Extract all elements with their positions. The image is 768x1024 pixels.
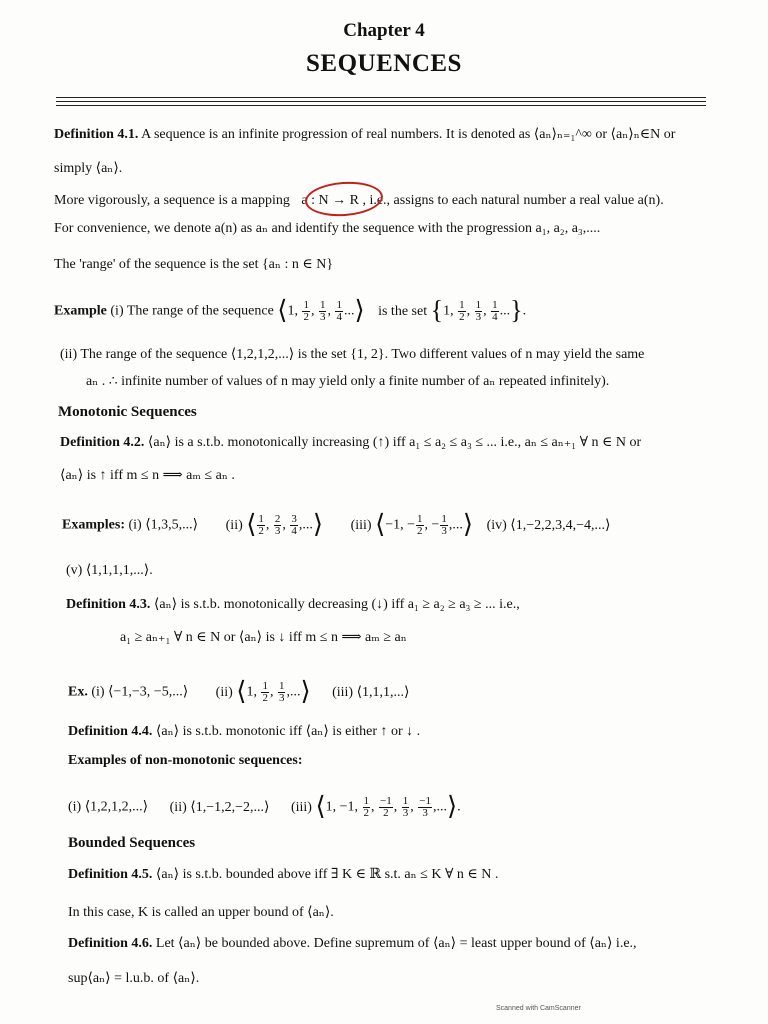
examples-decreasing: Ex. (i) ⟨−1,−3, −5,...⟩ (ii) ⟨1, $\frac{1}{2}$ , $\frac{1}{3}$ ,...⟩ (iii) ⟨1,1,1,...⟩	[68, 676, 410, 706]
mapping-expression: a : N → R	[301, 193, 359, 208]
mapping-lead: More vigorously, a sequence is a mapping	[54, 193, 290, 208]
definition-4-6-cont: sup⟨aₙ⟩ = l.u.b. of ⟨aₙ⟩.	[68, 971, 200, 986]
example-range-i: Example (i) The range of the sequence ⟨1, $\frac{1}{2}$ , $\frac{1}{3}$ , $\frac{1}{4}$ ...⟩ is the set {1, $\frac{1}{2}$ , $\frac{1}{3}$ , $\frac{1}{4}$ ...}.	[54, 295, 527, 325]
definition-4-1-cont: simply ⟨aₙ⟩.	[54, 161, 123, 176]
example-lead: (i) The range of the sequence	[110, 303, 274, 319]
example-iv: (iv) ⟨1,−2,2,3,4,−4,...⟩	[486, 517, 611, 533]
examples-label: Examples:	[62, 517, 125, 533]
example-v: (v) ⟨1,1,1,1,...⟩.	[66, 563, 153, 578]
example-mid: is the set	[378, 303, 428, 319]
definition-label: Definition 4.5.	[68, 867, 153, 882]
definition-label: Definition 4.2.	[60, 435, 145, 450]
section-heading-monotonic: Monotonic Sequences	[58, 404, 197, 420]
definition-label: Definition 4.3.	[66, 597, 151, 612]
chapter-title: SEQUENCES	[306, 50, 462, 77]
convenience-sentence: For convenience, we denote a(n) as aₙ and identify the sequence with the progression a₁, a₂, a₃,....	[54, 221, 601, 236]
scanner-watermark: Scanned with CamScanner	[496, 1005, 581, 1012]
examples-increasing: Examples: (i) ⟨1,3,5,...⟩ (ii) ⟨ $\frac{1}{2}$ , $\frac{2}{3}$ , $\frac{3}{4}$ ,...⟩ (iii) ⟨−1, − $\frac{1}{2}$ , − $\frac{1}{3}$ ,...⟩ (iv) ⟨1,−2,2,3,4,−4,...⟩	[62, 509, 611, 539]
example-ii-label: (ii)	[225, 517, 243, 533]
definition-4-2	[60, 434, 641, 451]
definition-4-5	[68, 866, 498, 883]
non-monotonic-heading: Examples of non-monotonic sequences:	[68, 753, 303, 768]
example-i: (i) ⟨1,3,5,...⟩	[128, 517, 199, 533]
examples-non-monotonic: (i) ⟨1,2,1,2,...⟩ (ii) ⟨1,−1,2,−2,...⟩ (iii) ⟨1, −1, $\frac{1}{2}$ , $\frac{-1}{2}$ , $\frac{1}{3}$ , $\frac{-1}{3}$ ,...⟩.	[68, 791, 461, 821]
red-ink-circle-annotation	[304, 179, 384, 218]
definition-4-4	[68, 723, 420, 740]
definition-text: ⟨aₙ⟩ is a s.t.b. monotonically increasing (↑) iff a₁ ≤ a₂ ≤ a₃ ≤ ... i.e., aₙ ≤ aₙ₊₁ ∀ n ∈ N or	[147, 435, 642, 450]
section-heading-bounded: Bounded Sequences	[68, 835, 196, 851]
definition-label: Definition 4.6.	[68, 936, 153, 951]
definition-4-6	[68, 935, 637, 952]
mapping-tail: , i.e., assigns to each natural number a real value a(n).	[362, 193, 664, 208]
example-range-ii: (ii) The range of the sequence ⟨1,2,1,2,...⟩ is the set {1, 2}. Two different values of n may yield the same	[60, 347, 645, 362]
definition-label: Definition 4.1.	[54, 127, 139, 142]
example-i: (i) ⟨1,2,1,2,...⟩	[68, 799, 149, 815]
definition-4-3	[66, 596, 520, 613]
example-ii-label: (ii)	[215, 684, 233, 700]
example-iii-label: (iii)	[350, 517, 372, 533]
definition-label: Definition 4.4.	[68, 724, 153, 739]
definition-4-2-cont: ⟨aₙ⟩ is ↑ iff m ≤ n ⟹ aₘ ≤ aₙ .	[60, 468, 235, 483]
range-definition: The 'range' of the sequence is the set {aₙ : n ∈ N}	[54, 257, 334, 272]
definition-4-3-cont: a₁ ≥ aₙ₊₁ ∀ n ∈ N or ⟨aₙ⟩ is ↓ iff m ≤ n ⟹ aₘ ≥ aₙ	[120, 630, 407, 645]
divider-line	[56, 97, 706, 98]
example-i: (i) ⟨−1,−3, −5,...⟩	[91, 684, 189, 700]
definition-text: Let ⟨aₙ⟩ be bounded above. Define supremum of ⟨aₙ⟩ = least upper bound of ⟨aₙ⟩ i.e.,	[155, 936, 637, 951]
example-ii: (ii) ⟨1,−1,2,−2,...⟩	[169, 799, 270, 815]
example-iii: (iii) ⟨1,1,1,...⟩	[332, 684, 410, 700]
upper-bound-sentence: In this case, K is called an upper bound of ⟨aₙ⟩.	[68, 905, 334, 920]
chapter-number: Chapter 4	[343, 20, 425, 41]
definition-text: A sequence is an infinite progression of real numbers. It is denoted as ⟨aₙ⟩ₙ₌₁^∞ or ⟨aₙ⟩ₙ∈N or	[141, 127, 676, 142]
divider-line	[56, 105, 706, 106]
definition-text: ⟨aₙ⟩ is s.t.b. bounded above iff ∃ K ∈ ℝ s.t. aₙ ≤ K ∀ n ∈ N .	[155, 867, 499, 882]
divider-line	[56, 101, 706, 102]
example-iii-label: (iii)	[290, 799, 312, 815]
definition-text: ⟨aₙ⟩ is s.t.b. monotonic iff ⟨aₙ⟩ is either ↑ or ↓ .	[155, 724, 421, 739]
definition-text: ⟨aₙ⟩ is s.t.b. monotonically decreasing (↓) iff a₁ ≥ a₂ ≥ a₃ ≥ ... i.e.,	[153, 597, 520, 612]
example-label: Example	[54, 303, 107, 319]
examples-label: Ex.	[68, 684, 88, 700]
example-range-ii-cont: aₙ . ∴ infinite number of values of n may yield only a finite number of aₙ repeated infinitely).	[86, 374, 610, 389]
definition-4-1	[54, 126, 675, 143]
